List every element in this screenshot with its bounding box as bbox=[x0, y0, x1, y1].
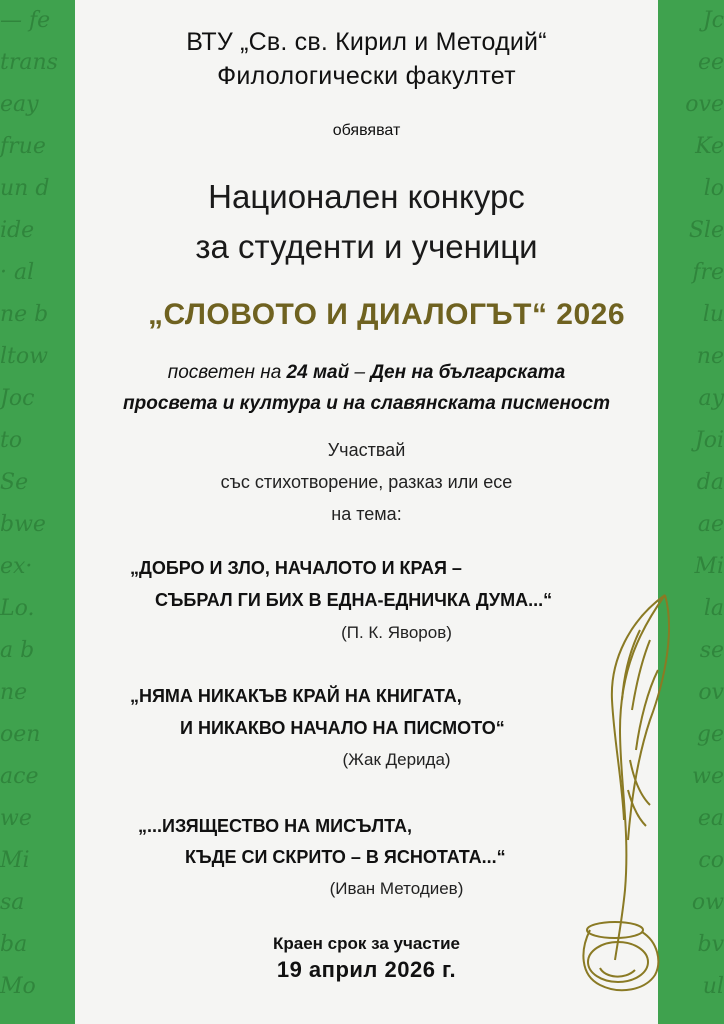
dedication-dash: – bbox=[349, 362, 371, 383]
quill-inkwell-icon bbox=[570, 590, 680, 1000]
theme-2-author: (Жак Дерида) bbox=[342, 750, 451, 769]
handwriting-background-left: — fe trans eay frue un d ide · al ne b ltow Joc to Se bwe ex· Lo. a b ne oen ace we Mi sa ba Mo bbox=[0, 8, 58, 999]
title-line-2: за студенти и ученици bbox=[195, 228, 538, 265]
theme-3-line-1: „...ИЗЯЩЕСТВО НА МИСЪЛТА, bbox=[138, 816, 412, 836]
theme-2-line-1: „НЯМА НИКАКЪВ КРАЙ НА КНИГАТА, bbox=[130, 686, 462, 706]
participate-line-1: Участвай bbox=[327, 440, 406, 460]
announce-text: обявяват bbox=[332, 122, 401, 139]
theme-2-line-2: И НИКАКВО НАЧАЛО НА ПИСМОТО“ bbox=[180, 718, 505, 738]
faculty-name: Филологически факултет bbox=[217, 62, 516, 90]
theme-3-line-2: КЪДЕ СИ СКРИТО – В ЯСНОТАТА...“ bbox=[185, 847, 506, 867]
dedication-line-1 bbox=[75, 362, 658, 384]
university-name: ВТУ „Св. св. Кирил и Методий“ bbox=[186, 28, 547, 56]
participate-line-2: със стихотворение, разказ или есе bbox=[220, 472, 513, 492]
contest-name: „СЛОВОТО И ДИАЛОГЪТ“ 2026 bbox=[147, 298, 626, 331]
theme-3-author: (Иван Методиев) bbox=[329, 879, 464, 898]
participate-line-3: на тема: bbox=[331, 504, 402, 524]
theme-1-line-2: СЪБРАЛ ГИ БИХ В ЕДНА-ЕДНИЧКА ДУМА...“ bbox=[155, 590, 553, 610]
dedication-line-2: просвета и култура и на славянската писменост bbox=[123, 393, 610, 414]
title-line-1: Национален конкурс bbox=[208, 178, 525, 215]
theme-1-author: (П. К. Яворов) bbox=[341, 623, 452, 642]
dedication-prefix: посветен на bbox=[167, 362, 287, 383]
deadline-label: Краен срок за участие bbox=[273, 934, 460, 953]
dedication-date: 24 май bbox=[286, 362, 350, 383]
handwriting-background-right: Jc ee ove Ke lo Sle fre lu ne ay Joi da ae Mi la se ov ge we ea co ow bv ul bbox=[685, 8, 724, 999]
dedication-event: Ден на българската bbox=[370, 362, 566, 383]
deadline-date: 19 април 2026 г. bbox=[276, 957, 457, 982]
theme-1-line-1: „ДОБРО И ЗЛО, НАЧАЛОТО И КРАЯ – bbox=[130, 558, 462, 578]
